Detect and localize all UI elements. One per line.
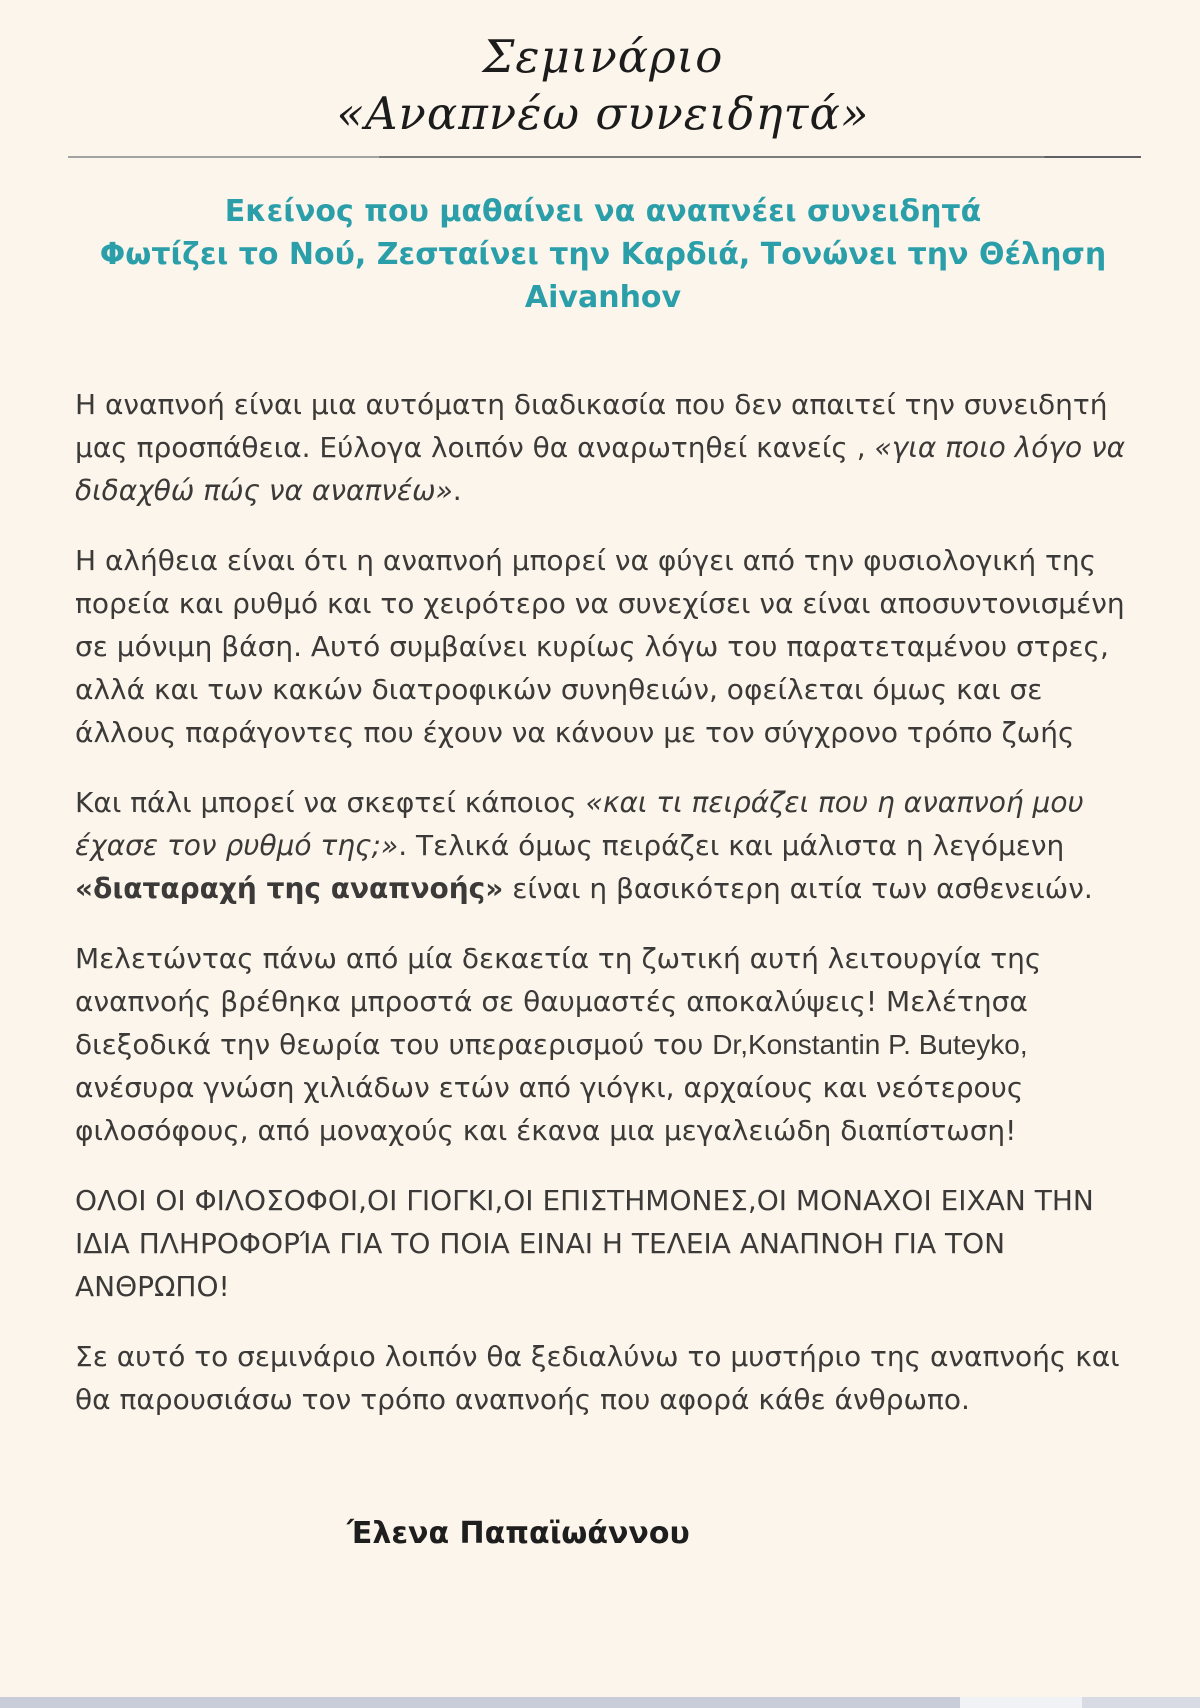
paragraph-segment: . Τελικά όμως πειράζει και μάλιστα η λεγόμενη [398, 829, 1065, 862]
paragraph-segment-italic: «για ποιο λόγο να διδαχθώ πώς να αναπνέω» [75, 431, 1126, 507]
paragraph [75, 1179, 1131, 1308]
quote-author: Aivanhov [524, 280, 682, 315]
paragraph-segment: Η αλήθεια είναι ότι η αναπνοή μπορεί να φύγει από την φυσιολογική της πορεία και ρυθμό και το χειρότερο να συνεχίσει να είναι αποσυντονισμένη σε μόνιμη βάση. Αυτό συμβαίνει κυρίως λόγω του παρατεταμένου στρες, αλλά και των κακών διατροφικών συνηθειών, οφείλεται όμως και σε άλλους παράγοντες που έχουν να κάνουν με τον σύγχρονο τρόπο ζωής [75, 544, 1125, 749]
paragraph [75, 781, 1131, 910]
paragraph [75, 539, 1131, 754]
quote-block [75, 190, 1131, 319]
paragraph-segment: Σε αυτό το σεμινάριο λοιπόν θα ξεδιαλύνω το μυστήριο της αναπνοής και θα παρουσιάσω τον τρόπο αναπνοής που αφορά κάθε άνθρωπο. [75, 1340, 1120, 1416]
paragraph-segment: είναι η βασικότερη αιτία των ασθενειών. [503, 872, 1093, 905]
horizontal-scrollbar-thumb[interactable] [0, 1697, 960, 1708]
paragraph-segment: Μελετώντας πάνω από μία δεκαετία τη ζωτική αυτή λειτουργία της αναπνοής βρέθηκα μπροστά σε θαυμαστές αποκαλύψεις! Μελέτησα διεξοδικά την θεωρία του υπεραερισμού του [75, 942, 1042, 1061]
quote-line2: Φωτίζει το Νού, Ζεσταίνει την Καρδιά, Τονώνει την Θέληση [99, 237, 1107, 272]
quote-line1: Εκείνος που μαθαίνει να αναπνέει συνειδητά [224, 194, 982, 229]
signature: Έλενα Παπαϊωάννου [347, 1516, 690, 1551]
paragraph-segment: Η αναπνοή είναι μια αυτόματη διαδικασία που δεν απαιτεί την συνειδητή μας προσπάθεια. Εύλογα λοιπόν θα αναρωτηθεί κανείς , [75, 388, 1108, 464]
paragraph [75, 1335, 1131, 1421]
paragraph-segment: Και πάλι μπορεί να σκεφτεί κάποιος [75, 786, 586, 819]
body-paragraphs [75, 383, 1131, 1421]
paragraph-segment: ανέσυρα γνώση χιλιάδων ετών από γιόγκι, αρχαίους και νεότερους φιλοσόφους, από μοναχούς και έκανα μια μεγαλειώδη διαπίστωση! [75, 1071, 1024, 1147]
seminar-title-line2: «Αναπνέω συνειδητά» [336, 87, 870, 140]
paragraph [75, 937, 1131, 1152]
horizontal-scrollbar[interactable] [0, 1697, 1200, 1708]
paragraph-segment-italic: «και τι πειράζει που η αναπνοή μου έχασε τον ρυθμό της;» [75, 786, 1084, 862]
paragraph-segment-latin: Dr,Konstantin P. Buteyko, [712, 1029, 1028, 1060]
seminar-title [75, 28, 1131, 142]
horizontal-scrollbar-right-segment[interactable] [1082, 1697, 1200, 1708]
paragraph [75, 383, 1131, 512]
paragraph-segment-bold: «διαταραχή της αναπνοής» [75, 872, 504, 905]
title-divider [68, 156, 1141, 158]
seminar-title-line1: Σεμινάριο [482, 30, 724, 83]
paragraph-segment: ΟΛΟΙ ΟΙ ΦΙΛΟΣΟΦΟΙ,ΟΙ ΓΙΟΓΚΙ,ΟΙ ΕΠΙΣΤΗΜΟΝΕΣ,ΟΙ ΜΟΝΑΧΟΙ ΕΙΧΑΝ ΤΗΝ ΙΔΙΑ ΠΛΗΡΟΦΟΡΊΑ ΓΙΑ ΤΟ ΠΟΙΑ ΕΙΝΑΙ Η ΤΕΛΕΙΑ ΑΝΑΠΝΟΗ ΓΙΑ ΤΟΝ ΑΝΘΡΩΠΟ! [75, 1184, 1094, 1303]
paragraph-segment: . [452, 474, 462, 507]
